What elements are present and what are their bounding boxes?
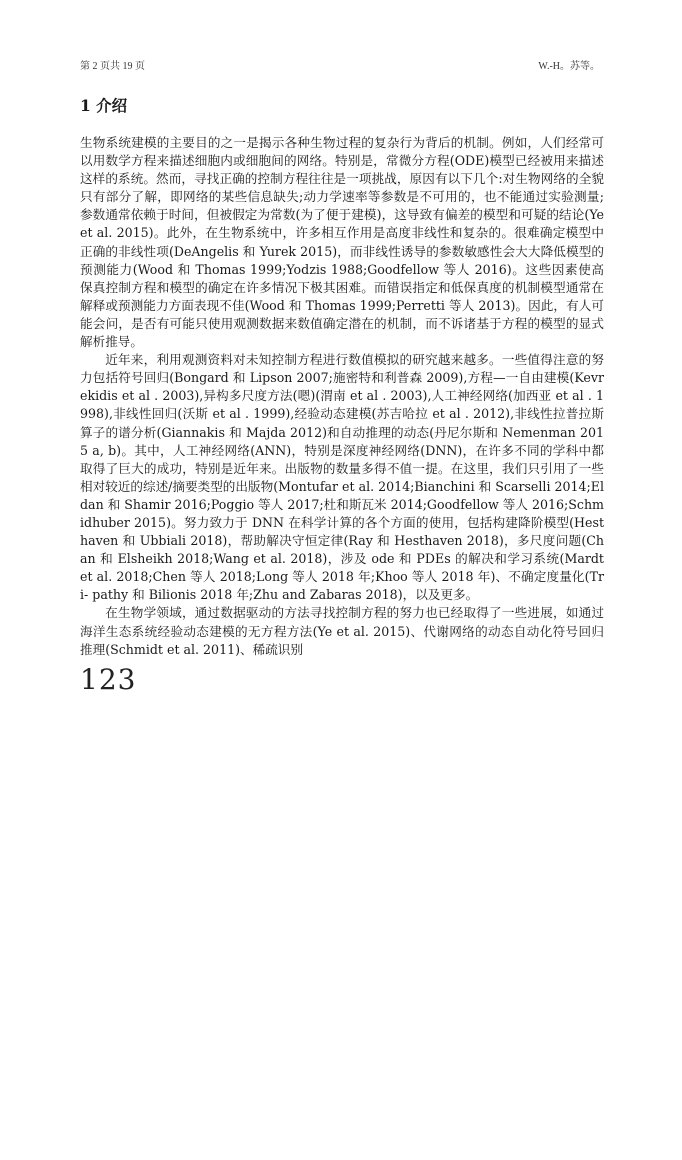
page-number: 第 2 页共 19 页 bbox=[80, 61, 145, 72]
paragraph-2: 近年来，利用观测资料对未知控制方程进行数值模拟的研究越来越多。一些值得注意的努力包括符号回归(Bongard 和 Lipson 2007;施密特和利普森 2009),方程—一自由建模(Kevrekidis et al . 2003),异构多尺度方法(嗯)(渭南 et al . 2003),人工神经网络(加西亚 et al . 1998),非线性回归(沃斯 et al . 1999),经验动态建模(苏吉哈拉 et al . 2012),非线性拉普拉斯算子的谱分析(Giannakis 和 Majda 2012)和自动推理的动态(丹尼尔斯和 Nemenman 2015 a, b)。其中，人工神经网络(ANN)，特别是深度神经网络(DNN)，在许多不同的学科中都取得了巨大的成功，特别是近年来。出版物的数量多得不值一提。在这里，我们只引用了一些相对较近的综述/摘要类型的出版物(Montufar et al. 2014;Bianchini 和 Scarselli 2014;Eldan 和 Shamir 2016;Poggio 等人 2017;杜和斯瓦米 2014;Goodfellow 等人 2016;Schmidhuber 2015)。努力致力于 DNN 在科学计算的各个方面的使用，包括构建降阶模型(Hesthaven 和 Ubbiali 2018)，帮助解决守恒定律(Ray 和 Hesthaven 2018)，多尺度问题(Chan 和 Elsheikh 2018;Wang et al. 2018)，涉及 ode 和 PDEs 的解决和学习系统(Mardt et al. 2018;Chen 等人 2018;Long 等人 2018 年;Khoo 等人 2018 年)、不确定度量化(Tri- pathy 和 Bilionis 2018 年;Zhu and Zabaras 2018)，以及更多。 bbox=[80, 352, 604, 603]
section-heading: 1 介绍 bbox=[80, 96, 128, 115]
publisher-logo: 123 bbox=[80, 663, 137, 696]
body-text bbox=[80, 134, 604, 659]
paragraph-1: 生物系统建模的主要目的之一是揭示各种生物过程的复杂行为背后的机制。例如，人们经常可以用数学方程来描述细胞内或细胞间的网络。特别是，常微分方程(ODE)模型已经被用来描述这样的系统。然而，寻找正确的控制方程往往是一项挑战，原因有以下几个:对生物网络的全貌只有部分了解，即网络的某些信息缺失;动力学速率等参数是不可用的，也不能通过实验测量;参数通常依赖于时间，但被假定为常数(为了便于建模)，这导致有偏差的模型和可疑的结论(Ye et al. 2015)。此外，在生物系统中，许多相互作用是高度非线性和复杂的。很难确定模型中正确的非线性项(DeAngelis 和 Yurek 2015)，而非线性诱导的参数敏感性会大大降低模型的预测能力(Wood 和 Thomas 1999;Yodzis 1988;Goodfellow 等人 2016)。这些因素使高保真控制方程和模型的确定在许多情况下极其困难。而错误指定和低保真度的机制模型通常在解释或预测能力方面表现不佳(Wood 和 Thomas 1999;Perretti 等人 2013)。因此，有人可能会问，是否有可能只使用观测数据来数值确定潜在的机制，而不诉诸基于方程的模型的显式解析推导。 bbox=[80, 135, 604, 350]
running-authors: W.-H。苏等。 bbox=[538, 61, 600, 72]
paragraph-3: 在生物学领域，通过数据驱动的方法寻找控制方程的努力也已经取得了一些进展，如通过海洋生态系统经验动态建模的无方程方法(Ye et al. 2015)、代谢网络的动态自动化符号回归推理(Schmidt et al. 2011)、稀疏识别 bbox=[80, 605, 604, 657]
running-head bbox=[80, 57, 600, 72]
